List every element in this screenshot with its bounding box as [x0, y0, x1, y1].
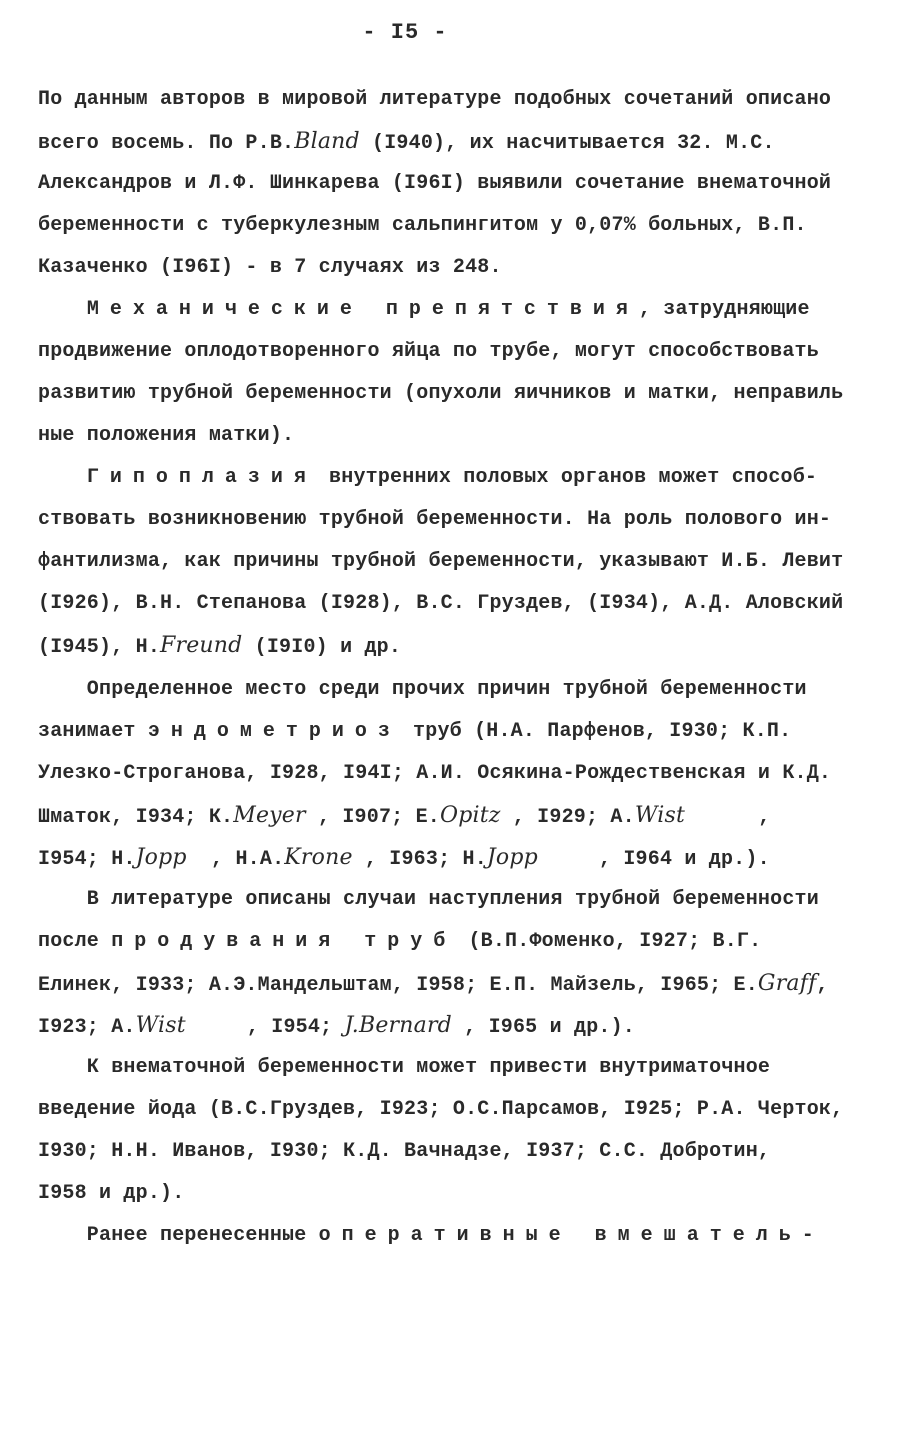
text-line: (I926), В.Н. Степанова (I928), В.С. Груздев, (I934), А.Д. Аловский — [38, 592, 844, 615]
handwritten-name: Opitz — [439, 803, 501, 828]
spaced-term: Гипоплазия — [86, 466, 317, 489]
text-line: введение йода (В.С.Груздев, I923; О.С.Парсамов, I925; Р.А. Черток, — [38, 1098, 844, 1121]
text-line: беременности с туберкулезным сальпингитом у 0,07% больных, В.П. — [38, 214, 807, 237]
text-line: фантилизма, как причины трубной беременности, указывают И.Б. Левит — [38, 550, 844, 573]
text-line: после продувания труб (В.П.Фоменко, I927; В.Г. — [38, 930, 762, 953]
text-line: Александров и Л.Ф. Шинкарева (I96I) выявили сочетание внематочной — [38, 172, 832, 195]
text-line: В литературе описаны случаи наступления трубной беременности — [38, 888, 819, 911]
text-line: По данным авторов в мировой литературе подобных сочетаний описано — [38, 88, 832, 111]
spaced-term: Механические препятствия — [86, 298, 639, 321]
text-line: I923; А.Wist , I954; J.Bernard , I965 и др.). — [38, 1013, 635, 1039]
text-line: I954; Н.Jopp , Н.А.Krone , I963; Н.Jopp , I964 и др.). — [38, 845, 770, 871]
text-line: Елинек, I933; А.Э.Мандельштам, I958; Е.П. Майзель, I965; Е.Graff, — [38, 971, 829, 997]
text-line: Механические препятствия, затрудняющие — [86, 298, 810, 321]
text-line: всего восемь. По Р.В.Bland (I940), их насчитывается 32. М.С. — [38, 129, 775, 155]
handwritten-name: Graff — [757, 971, 817, 996]
text-line: К внематочной беременности может привести внутриматочное — [38, 1056, 771, 1079]
text-line: Гипоплазия внутренних половых органов может способ- — [86, 466, 818, 489]
text-line: (I945), Н.Freund (I9I0) и др. — [38, 633, 402, 659]
text-line: Казаченко (I96I) - в 7 случаях из 248. — [38, 256, 502, 279]
text-line: I958 и др.). — [38, 1182, 185, 1205]
text-line: Ранее перенесенные оперативные вмешатель- — [38, 1224, 825, 1247]
handwritten-name: Wist — [634, 803, 686, 828]
handwritten-name: J.Bernard — [344, 1013, 452, 1038]
text-line: Определенное место среди прочих причин трубной беременности — [38, 678, 807, 701]
text-line: развитию трубной беременности (опухоли яичников и матки, неправиль — [38, 382, 844, 405]
handwritten-name: Meyer — [233, 803, 306, 828]
text-line: Шматок, I934; К.Meyer , I907; Е.Opitz , I929; А.Wist , — [38, 803, 771, 829]
handwritten-name: Wist — [135, 1013, 186, 1038]
text-line: занимает эндометриоз труб (Н.А. Парфенов, I930; К.П. — [38, 720, 792, 743]
spaced-term: оперативные вмешатель- — [318, 1224, 825, 1247]
handwritten-name: Jopp — [486, 845, 538, 870]
handwritten-name: Bland — [294, 129, 360, 154]
handwritten-name: Jopp — [135, 845, 187, 870]
spaced-term: продувания труб — [111, 930, 457, 953]
text-line: ные положения матки). — [38, 424, 295, 447]
text-line: ствовать возникновению трубной беременности. На роль полового ин- — [38, 508, 832, 531]
text-line: I930; Н.Н. Иванов, I930; К.Д. Вачнадзе, I937; С.С. Добротин, — [38, 1140, 771, 1163]
text-line: продвижение оплодотворенного яйца по трубе, могут способствовать — [38, 340, 819, 363]
spaced-term: эндометриоз — [147, 720, 401, 743]
handwritten-name: Freund — [160, 633, 243, 658]
page-number: - I5 - — [362, 20, 448, 45]
handwritten-name: Krone — [284, 845, 353, 870]
text-line: Улезко-Строганова, I928, I94I; А.И. Осякина-Рождественская и К.Д. — [38, 762, 832, 785]
